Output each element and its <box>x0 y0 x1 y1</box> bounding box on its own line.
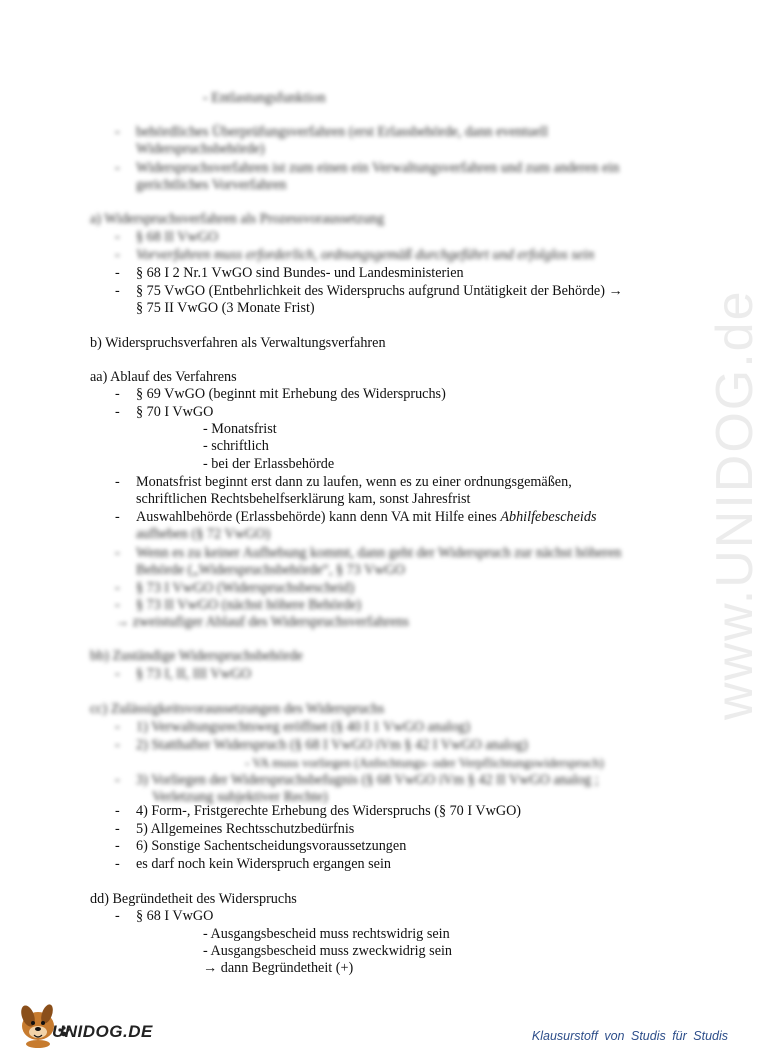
bullet-dash: - <box>115 856 120 872</box>
text-line: Widerspruchsbehörde) <box>136 141 265 157</box>
subsection-heading: dd) Begründetheit des Widerspruchs <box>90 891 297 907</box>
text-line: - Ausgangsbescheid muss zweckwidrig sein <box>203 943 453 959</box>
text-line <box>136 509 596 526</box>
text-line: Monatsfrist beginnt erst dann zu laufen, wenn es zu einer ordnungsgemäßen, <box>136 474 572 490</box>
text-line: - Ausgangsbescheid muss rechtswidrig sein <box>203 926 450 942</box>
bullet-dash: - <box>115 737 120 753</box>
bullet-dash: - <box>115 719 120 735</box>
text-line: 3) Vorliegen der Widerspruchsbefugnis (§ 68 VwGO iVm § 42 II VwGO analog ; <box>136 772 599 788</box>
bullet-dash: - <box>115 474 120 490</box>
text-line: § 69 VwGO (beginnt mit Erhebung des Widerspruchs) <box>136 386 446 402</box>
text-line: gerichtliches Vorverfahren <box>136 177 287 193</box>
text-line: § 68 I VwGO <box>136 908 214 924</box>
bullet-dash: - <box>115 265 120 281</box>
text-line: § 70 I VwGO <box>136 404 214 420</box>
text-line: Behörde („Widerspruchsbehörde“, § 73 VwGO <box>136 562 406 578</box>
bullet-dash: - <box>115 229 120 245</box>
bullet-dash: - <box>115 124 120 140</box>
text-line: → zweistufiger Ablauf des Widerspruchsverfahrens <box>115 614 409 630</box>
emphasis-text: Abhilfebescheids <box>500 509 597 525</box>
bullet-dash: - <box>115 821 120 837</box>
text-line: Wenn es zu keiner Aufhebung kommt, dann geht der Widerspruch zur nächst höheren <box>136 545 622 561</box>
bullet-dash: - <box>115 580 120 596</box>
text-line: Verletzung subjektiver Rechte) <box>152 789 328 805</box>
text-line: § 75 II VwGO (3 Monate Frist) <box>136 300 315 316</box>
dog-icon <box>19 1003 56 1048</box>
bullet-dash: - <box>115 597 120 613</box>
bullet-dash: - <box>115 908 120 924</box>
footer-tagline: Klausurstoff von Studis für Studis <box>531 1029 728 1043</box>
text-line: § 75 VwGO (Entbehrlichkeit des Widerspruchs aufgrund Untätigkeit der Behörde) → <box>136 283 623 299</box>
logo-text: UNIDOG.DE <box>52 1022 153 1041</box>
bullet-dash: - <box>115 545 120 561</box>
bullet-dash: - <box>115 772 120 788</box>
text-line: → dann Begründetheit (+) <box>203 960 354 976</box>
text-line: § 73 I, II, III VwGO <box>136 666 252 682</box>
bullet-dash: - <box>115 247 120 263</box>
bullet-dash: - <box>115 404 120 420</box>
text-line: schriftlichen Rechtsbehelfserklärung kam, sonst Jahresfrist <box>136 491 471 507</box>
text-line: - bei der Erlassbehörde <box>203 456 335 472</box>
text-line: 5) Allgemeines Rechtsschutzbedürfnis <box>136 821 355 837</box>
text-line: es darf noch kein Widerspruch ergangen sein <box>136 856 391 872</box>
text-line: aufheben (§ 72 VwGO) <box>136 526 271 542</box>
text-line: - VA muss vorliegen (Anfechtungs- oder Verpflichtungswiderspruch) <box>245 755 604 770</box>
text-line: - Entlastungsfunktion <box>203 90 326 106</box>
text-line: § 73 I VwGO (Widerspruchsbescheid) <box>136 580 355 596</box>
bullet-dash: - <box>115 509 120 525</box>
text-line: 6) Sonstige Sachentscheidungsvoraussetzungen <box>136 838 407 854</box>
watermark: www.UNIDOG.de <box>706 289 764 720</box>
bullet-dash: - <box>115 838 120 854</box>
text-segment: Auswahlbehörde (Erlassbehörde) kann denn VA mit Hilfe eines <box>136 509 501 525</box>
bullet-dash: - <box>115 160 120 176</box>
text-line: § 68 II VwGO <box>136 229 219 245</box>
section-heading: b) Widerspruchsverfahren als Verwaltungsverfahren <box>90 335 386 351</box>
text-line: - schriftlich <box>203 438 269 454</box>
text-line: Vorverfahren muss erforderlich, ordnungsgemäß durchgeführt und erfolglos sein <box>136 247 595 263</box>
text-line: § 68 I 2 Nr.1 VwGO sind Bundes- und Landesministerien <box>136 265 464 281</box>
text-line: § 73 II VwGO (nächst höhere Behörde) <box>136 597 362 613</box>
subsection-heading: cc) Zulässigkeitsvoraussetzungen des Widerspruchs <box>90 701 385 717</box>
bullet-dash: - <box>115 666 120 682</box>
text-line: Widerspruchsverfahren ist zum einen ein Verwaltungsverfahren und zum anderen ein <box>136 160 620 176</box>
subsection-heading: aa) Ablauf des Verfahrens <box>90 369 237 385</box>
text-line: 2) Statthafter Widerspruch (§ 68 I VwGO iVm § 42 I VwGO analog) <box>136 737 528 753</box>
bullet-dash: - <box>115 386 120 402</box>
bullet-dash: - <box>115 283 120 299</box>
text-line: 1) Verwaltungsrechtsweg eröffnet (§ 40 I 1 VwGO analog) <box>136 719 471 735</box>
text-line: behördliches Überprüfungsverfahren (erst Erlassbehörde, dann eventuell <box>136 124 549 140</box>
text-line: 4) Form-, Fristgerechte Erhebung des Widerspruchs (§ 70 I VwGO) <box>136 803 522 819</box>
subsection-heading: bb) Zuständige Widerspruchsbehörde <box>90 648 303 664</box>
section-heading: a) Widerspruchsverfahren als Prozessvoraussetzung <box>90 211 385 227</box>
bullet-dash: - <box>115 803 120 819</box>
text-line: - Monatsfrist <box>203 421 277 437</box>
